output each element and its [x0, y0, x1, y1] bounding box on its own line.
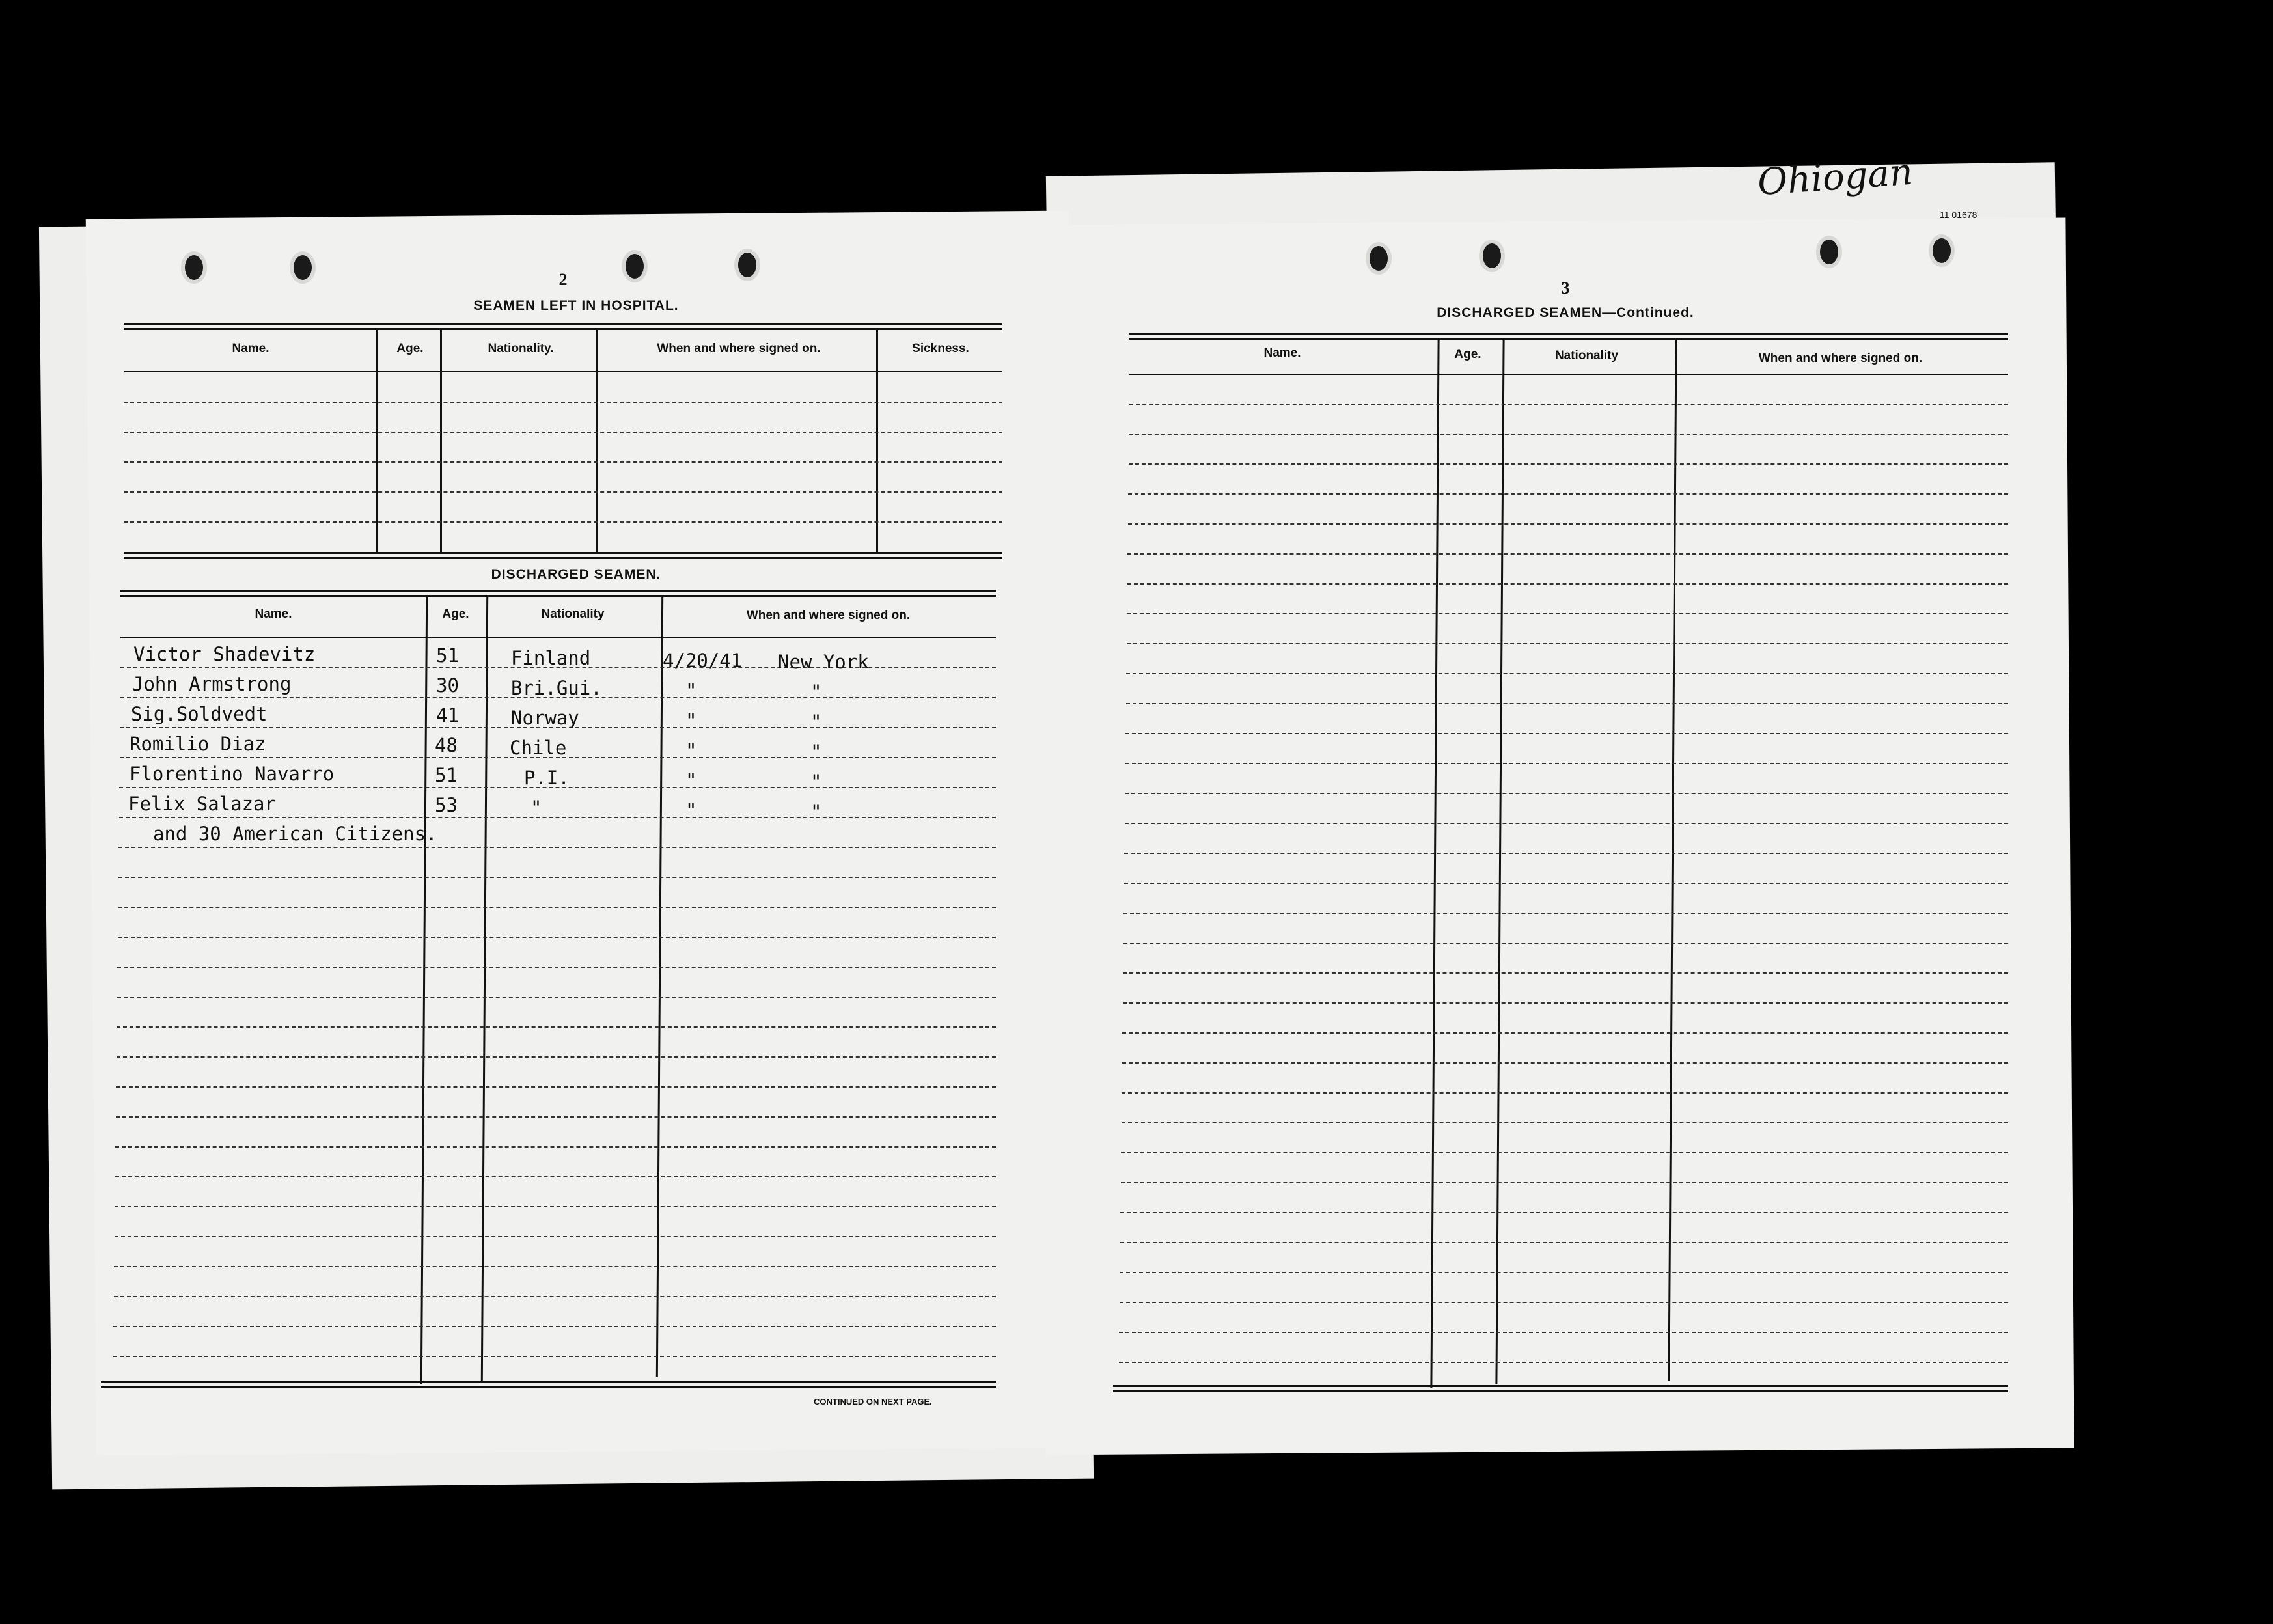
seaman-name: Victor Shadevitz — [133, 643, 316, 665]
ruled-line — [119, 817, 996, 818]
signed-date: " — [685, 739, 697, 762]
seaman-age: 53 — [435, 794, 458, 816]
signed-date: 4/20/41 — [663, 650, 743, 672]
punch-hole — [1816, 236, 1842, 268]
ruled-line — [118, 907, 996, 908]
table-top-rule — [120, 590, 996, 592]
ruled-line — [1122, 1092, 2008, 1094]
ruled-line — [1123, 943, 2008, 944]
ruled-line — [118, 877, 996, 878]
column-divider — [376, 329, 378, 554]
ruled-line — [1129, 404, 2008, 405]
ruled-line — [1127, 583, 2008, 585]
ruled-line — [115, 1146, 996, 1148]
hospital-header-age: Age. — [396, 342, 424, 355]
punch-hole — [1479, 240, 1505, 272]
punch-hole — [1366, 242, 1392, 275]
ruled-line — [113, 1326, 996, 1327]
ruled-line — [115, 1176, 996, 1177]
hospital-header-signed-on: When and where signed on. — [657, 342, 821, 355]
signed-place: " — [810, 741, 822, 763]
continued-header-age: Age. — [1454, 348, 1481, 361]
ruled-line — [1124, 853, 2008, 854]
column-divider — [876, 329, 878, 554]
ruled-line — [1126, 703, 2008, 704]
seaman-name: Florentino Navarro — [130, 763, 335, 785]
ruled-line — [117, 967, 996, 968]
seaman-nationality: Chile — [510, 737, 567, 759]
seaman-name: Felix Salazar — [128, 793, 276, 815]
seaman-age: 51 — [436, 644, 459, 667]
page-number: 3 — [1561, 279, 1570, 297]
seaman-nationality: Finland — [511, 647, 591, 669]
ruled-line — [124, 491, 1002, 493]
ruled-line — [117, 1056, 996, 1058]
ruled-line — [1120, 1242, 2008, 1243]
discharged-header-name: Name. — [255, 607, 292, 621]
ruled-line — [1126, 673, 2008, 674]
ruled-line — [124, 521, 1002, 523]
ruled-line — [1123, 913, 2008, 914]
page-number: 2 — [558, 270, 568, 289]
ruled-line — [116, 1116, 996, 1118]
ruled-line — [1122, 1122, 2008, 1123]
signed-place: " — [810, 711, 822, 733]
seaman-age: 41 — [436, 704, 459, 726]
table-bottom-rule — [101, 1381, 996, 1383]
table-bottom-rule — [124, 557, 1002, 559]
ruled-line — [114, 1266, 996, 1267]
table-top-rule — [124, 323, 1002, 325]
ruled-line — [1127, 643, 2008, 644]
discharged-continued-title: DISCHARGED SEAMEN—Continued. — [1437, 305, 1694, 320]
ruled-line — [1125, 793, 2008, 794]
discharged-header-age: Age. — [442, 607, 469, 621]
ruled-line — [117, 997, 996, 998]
ruled-line — [115, 1236, 996, 1237]
table-top-rule — [120, 595, 996, 597]
signed-place: New York — [778, 651, 869, 673]
ruled-line — [114, 1296, 996, 1297]
ruled-line — [115, 1206, 996, 1207]
ruled-line — [1121, 1182, 2008, 1183]
seaman-name: John Armstrong — [132, 673, 292, 695]
signed-date: " — [685, 769, 697, 791]
ruled-line — [1124, 883, 2008, 884]
citizens-note: and 30 American Citizens. — [153, 823, 437, 845]
signed-place: " — [810, 681, 822, 703]
ruled-line — [1127, 613, 2008, 614]
ruled-line — [1123, 1002, 2008, 1004]
ruled-line — [1125, 763, 2008, 764]
hospital-section-title: SEAMEN LEFT IN HOSPITAL. — [473, 298, 679, 313]
signed-date: " — [685, 680, 697, 702]
signed-place: " — [810, 801, 822, 823]
column-divider — [596, 329, 598, 554]
ruled-line — [1123, 972, 2008, 974]
column-divider — [440, 329, 442, 554]
continued-footer: CONTINUED ON NEXT PAGE. — [814, 1397, 932, 1407]
ruled-line — [1125, 733, 2008, 734]
ruled-line — [124, 402, 1002, 403]
ruled-line — [1129, 463, 2008, 465]
table-bottom-rule — [1113, 1390, 2008, 1392]
punch-hole — [1929, 234, 1955, 267]
discharged-section-title: DISCHARGED SEAMEN. — [491, 567, 661, 582]
continued-header-signed-on: When and where signed on. — [1758, 351, 1923, 365]
ruled-line — [1128, 493, 2008, 495]
ruled-line — [1119, 1332, 2008, 1333]
seaman-age: 30 — [436, 674, 459, 696]
ruled-line — [1120, 1302, 2008, 1303]
signed-date: " — [685, 799, 697, 821]
ruled-line — [124, 432, 1002, 433]
ruled-line — [116, 1086, 996, 1088]
seaman-nationality: Bri.Gui. — [511, 677, 602, 699]
ruled-line — [1129, 434, 2008, 435]
discharged-header-signed-on: When and where signed on. — [746, 609, 911, 622]
table-top-rule — [1129, 333, 2008, 335]
seaman-nationality: " — [530, 797, 542, 819]
signed-date: " — [685, 709, 697, 732]
punch-hole — [290, 251, 316, 284]
ruled-line — [1119, 1362, 2008, 1363]
seaman-age: 51 — [435, 764, 458, 786]
hospital-header-name: Name. — [232, 342, 269, 355]
handwritten-note: Ohiogan — [1756, 150, 1914, 204]
ruled-line — [1121, 1152, 2008, 1153]
ruled-line — [124, 461, 1002, 463]
table-top-rule — [1129, 338, 2008, 340]
hospital-header-sickness: Sickness. — [912, 342, 969, 355]
seaman-name: Romilio Diaz — [130, 733, 266, 755]
punch-hole — [734, 249, 760, 281]
hospital-header-nationality: Nationality. — [488, 342, 554, 355]
discharged-header-nationality: Nationality — [541, 607, 605, 621]
punch-hole — [622, 250, 648, 282]
document-stamp-number: 11 01678 — [1940, 210, 1977, 220]
table-bottom-rule — [124, 552, 1002, 554]
seaman-age: 48 — [435, 734, 458, 756]
header-underline — [1129, 374, 2008, 375]
ruled-line — [1128, 523, 2008, 525]
seaman-nationality: P.I. — [524, 767, 570, 789]
punch-hole — [181, 251, 207, 284]
ruled-line — [117, 1026, 996, 1028]
ruled-line — [113, 1356, 996, 1357]
ruled-line — [1122, 1032, 2008, 1034]
signed-place: " — [810, 771, 822, 793]
header-underline — [120, 637, 996, 638]
ruled-line — [118, 847, 996, 848]
table-bottom-rule — [101, 1386, 996, 1388]
ruled-line — [1120, 1272, 2008, 1273]
seaman-name: Sig.Soldvedt — [131, 703, 268, 725]
continued-header-nationality: Nationality — [1554, 349, 1619, 363]
ruled-line — [1122, 1062, 2008, 1064]
seaman-nationality: Norway — [511, 707, 579, 729]
ruled-line — [1120, 1212, 2008, 1213]
ruled-line — [118, 937, 996, 938]
table-top-rule — [124, 328, 1002, 330]
ruled-line — [1127, 553, 2008, 555]
ruled-line — [1125, 823, 2008, 824]
table-bottom-rule — [1113, 1385, 2008, 1387]
continued-header-name: Name. — [1263, 346, 1301, 360]
header-underline — [124, 371, 1002, 372]
